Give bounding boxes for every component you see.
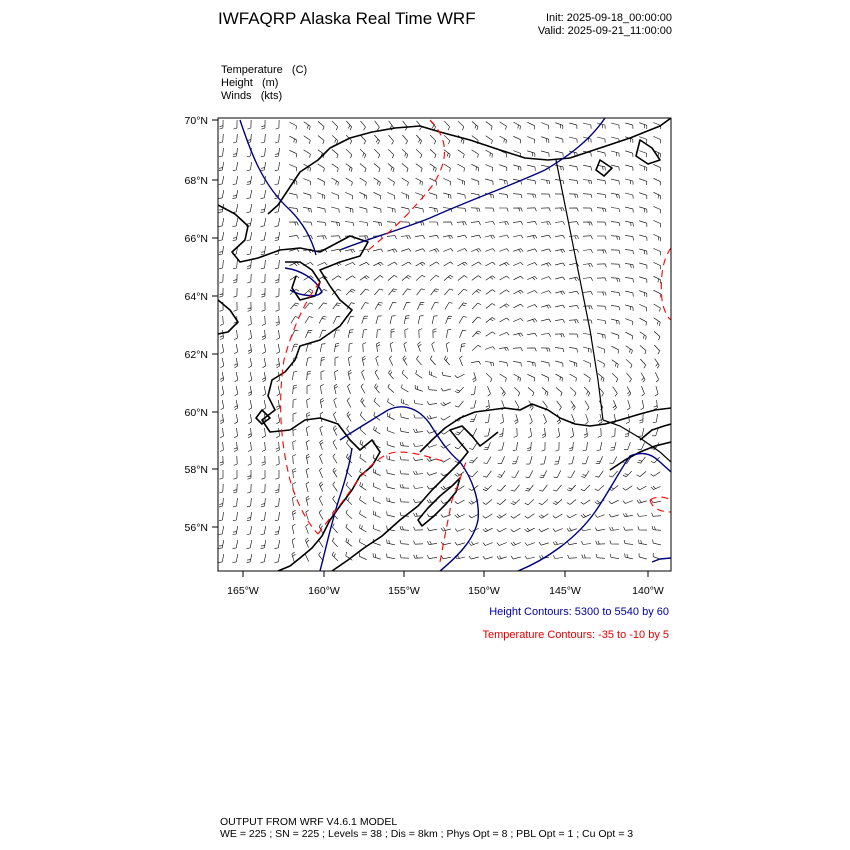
- field-winds: Winds (kts): [221, 90, 283, 102]
- model-footer: [220, 816, 633, 840]
- footer-settings: WE = 225 ; SN = 225 ; Levels = 38 ; Dis = 8km ; Phys Opt = 8 ; PBL Opt = 1 ; Cu Opt = 3: [220, 828, 634, 840]
- field-height: Height (m): [221, 77, 279, 89]
- lat-label: 70°N: [184, 115, 208, 127]
- temperature-contour-note: Temperature Contours: -35 to -10 by 5: [482, 629, 669, 641]
- lon-label: 140°W: [632, 585, 664, 597]
- lat-label: 62°N: [184, 349, 208, 361]
- lat-label: 60°N: [184, 407, 208, 419]
- field-temperature: Temperature (C): [221, 64, 308, 76]
- lon-label: 165°W: [227, 585, 259, 597]
- lat-label: 64°N: [184, 291, 208, 303]
- lon-label: 155°W: [388, 585, 420, 597]
- height-contour-note: Height Contours: 5300 to 5540 by 60: [489, 606, 669, 618]
- valid-time: Valid: 2025-09-21_11:00:00: [537, 25, 672, 37]
- map-title: IWFAQRP Alaska Real Time WRF: [218, 9, 476, 28]
- border-line: [556, 160, 671, 462]
- lat-label: 56°N: [184, 522, 208, 534]
- lat-label: 66°N: [184, 233, 208, 245]
- lon-label: 150°W: [468, 585, 500, 597]
- lon-label: 160°W: [308, 585, 340, 597]
- footer-model: OUTPUT FROM WRF V4.6.1 MODEL: [220, 816, 398, 828]
- lat-label: 58°N: [184, 464, 208, 476]
- lon-label: 145°W: [549, 585, 581, 597]
- lat-label: 68°N: [184, 175, 208, 187]
- init-time: Init: 2025-09-18_00:00:00: [546, 12, 672, 24]
